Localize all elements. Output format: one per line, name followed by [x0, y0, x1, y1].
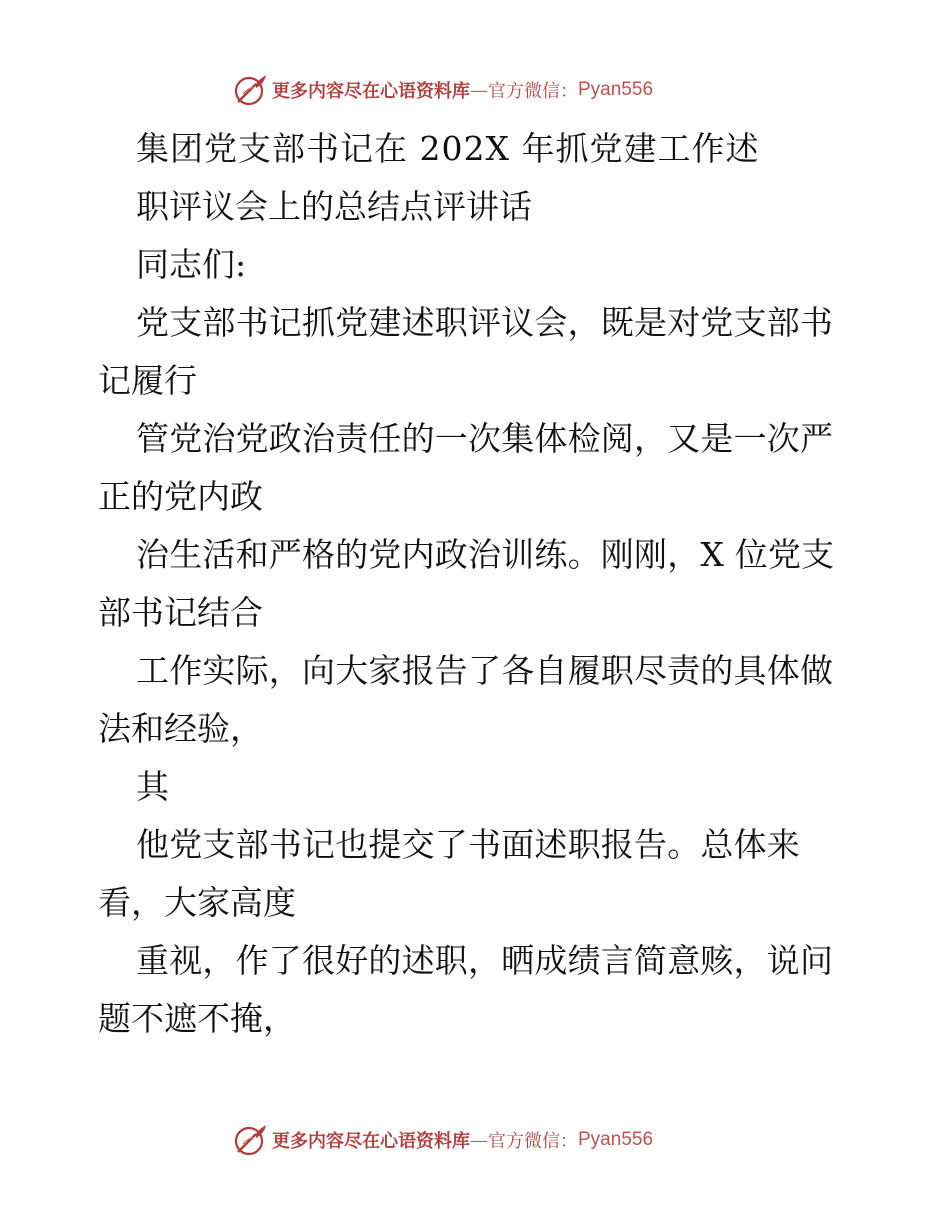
- title-line-2: 职评议会上的总结点评讲话: [136, 187, 532, 226]
- paragraph-line: 管党治党政治责任的一次集体检阅，又是一次严: [136, 419, 834, 458]
- paragraph-line: 他党支部书记也提交了书面述职报告。总体来: [136, 825, 800, 864]
- watermark-account-label: 官方微信：: [488, 81, 578, 102]
- quill-logo-icon: [232, 72, 268, 108]
- title-line-1: 集团党支部书记在 202X 年抓党建工作述: [136, 129, 760, 168]
- paragraph-line: 法和经验，: [98, 709, 263, 748]
- watermark-dash: —: [470, 1129, 488, 1151]
- paragraph-line: 工作实际，向大家报告了各自履职尽责的具体做: [136, 651, 834, 690]
- watermark-account-label: 官方微信：: [488, 1131, 578, 1152]
- watermark-account-id: Pyan556: [578, 1129, 654, 1150]
- watermark-promo-text: 更多内容尽在心语资料库: [272, 1131, 470, 1152]
- salutation: 同志们:: [136, 245, 247, 284]
- paragraph-line: 重视，作了很好的述职，晒成绩言简意赅，说问: [136, 941, 834, 980]
- watermark-dash: —: [470, 79, 488, 101]
- watermark-account-id: Pyan556: [578, 79, 654, 100]
- quill-logo-icon: [232, 1122, 268, 1158]
- paragraph-line: 正的党内政: [98, 477, 263, 516]
- paragraph-line: 记履行: [98, 361, 197, 400]
- paragraph-line: 党支部书记抓党建述职评议会，既是对党支部书: [136, 303, 834, 342]
- footer-watermark: [232, 1122, 653, 1158]
- paragraph-line: 看，大家高度: [98, 883, 296, 922]
- paragraph-line: 治生活和严格的党内政治训练。刚刚，X 位党支: [136, 535, 835, 574]
- document-body: [98, 120, 858, 1048]
- paragraph-line: 其: [136, 767, 169, 806]
- paragraph-line: 题不遮不掩，: [98, 999, 296, 1038]
- watermark-promo-text: 更多内容尽在心语资料库: [272, 81, 470, 102]
- header-watermark: [232, 72, 653, 108]
- paragraph-line: 部书记结合: [98, 593, 263, 632]
